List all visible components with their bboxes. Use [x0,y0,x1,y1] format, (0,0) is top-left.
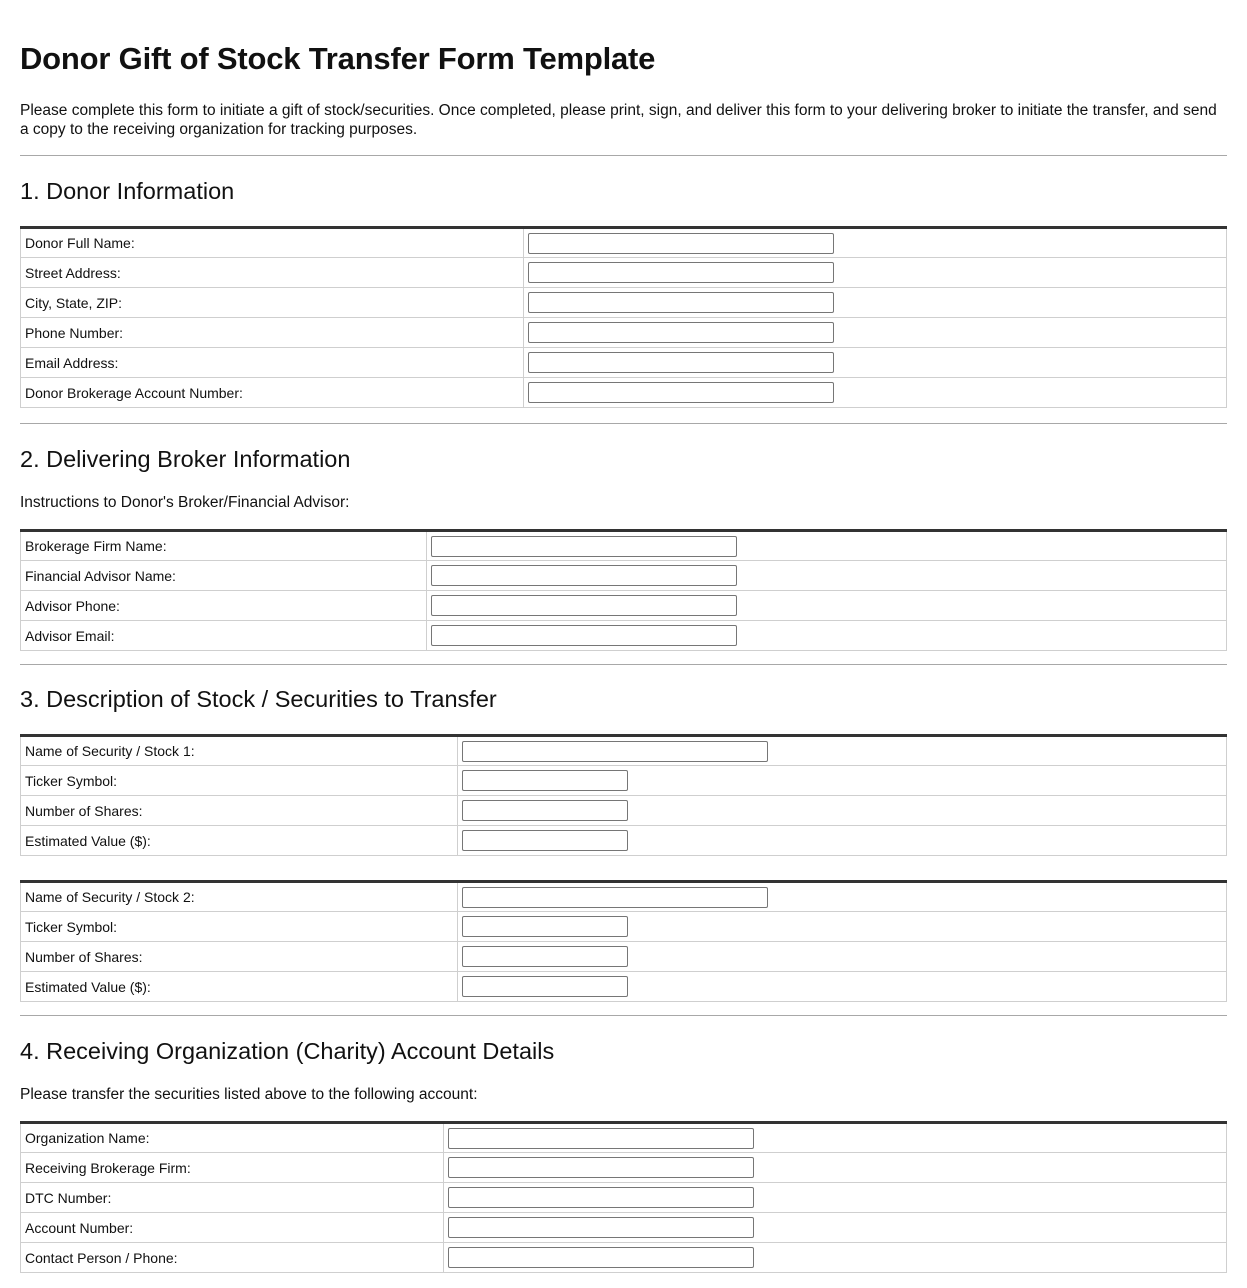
page-title: Donor Gift of Stock Transfer Form Template [20,41,656,76]
divider [20,423,1227,424]
account-number-input[interactable] [448,1217,754,1238]
stock-1-name-label: Name of Security / Stock 1: [21,736,458,766]
broker-instructions: Instructions to Donor's Broker/Financial Advisor: [20,494,350,511]
donor-full-name-label: Donor Full Name: [21,228,524,258]
stock-1-shares-input[interactable] [462,800,628,821]
receiving-info-table [20,1121,1227,1273]
table-row [21,531,1227,561]
intro-text: Please complete this form to initiate a gift of stock/securities. Once completed, please print, sign, and deliver this form to your delivering broker to initiate the transfer, and send a copy to the receiving organization for tracking purposes. [20,102,1217,138]
brokerage-firm-name-label: Brokerage Firm Name: [21,531,427,561]
table-row [21,621,1227,651]
stock-2-shares-input[interactable] [462,946,628,967]
phone-number-input[interactable] [528,322,834,343]
organization-name-input[interactable] [448,1128,754,1149]
stock-1-value-label: Estimated Value ($): [21,826,458,856]
stock-2-ticker-input[interactable] [462,916,628,937]
receiving-instructions: Please transfer the securities listed above to the following account: [20,1086,478,1103]
table-row [21,826,1227,856]
section-title-receiving: 4. Receiving Organization (Charity) Account Details [20,1038,555,1064]
table-row [21,378,1227,408]
organization-name-label: Organization Name: [21,1123,444,1153]
table-row [21,766,1227,796]
donor-account-number-label: Donor Brokerage Account Number: [21,378,524,408]
stock-2-name-label: Name of Security / Stock 2: [21,882,458,912]
table-row [21,1123,1227,1153]
street-address-input[interactable] [528,262,834,283]
stock-2-name-input[interactable] [462,887,768,908]
table-row [21,1153,1227,1183]
stock-1-ticker-label: Ticker Symbol: [21,766,458,796]
table-row [21,318,1227,348]
stock-2-table [20,880,1227,1002]
stock-2-value-label: Estimated Value ($): [21,972,458,1002]
city-state-zip-input[interactable] [528,292,834,313]
table-row [21,288,1227,318]
donor-account-number-input[interactable] [528,382,834,403]
stock-2-value-input[interactable] [462,976,628,997]
dtc-number-input[interactable] [448,1187,754,1208]
advisor-email-label: Advisor Email: [21,621,427,651]
table-row [21,258,1227,288]
phone-number-label: Phone Number: [21,318,524,348]
account-number-label: Account Number: [21,1213,444,1243]
stock-1-ticker-input[interactable] [462,770,628,791]
table-row [21,882,1227,912]
contact-person-phone-label: Contact Person / Phone: [21,1243,444,1273]
financial-advisor-name-label: Financial Advisor Name: [21,561,427,591]
receiving-brokerage-firm-input[interactable] [448,1157,754,1178]
donor-full-name-input[interactable] [528,233,834,254]
table-row [21,912,1227,942]
brokerage-firm-name-input[interactable] [431,536,737,557]
table-row [21,348,1227,378]
city-state-zip-label: City, State, ZIP: [21,288,524,318]
table-row [21,736,1227,766]
table-row [21,972,1227,1002]
broker-info-table [20,529,1227,651]
email-address-input[interactable] [528,352,834,373]
section-title-securities: 3. Description of Stock / Securities to Transfer [20,686,497,712]
contact-person-phone-input[interactable] [448,1247,754,1268]
street-address-label: Street Address: [21,258,524,288]
advisor-phone-input[interactable] [431,595,737,616]
table-row [21,591,1227,621]
table-row [21,1243,1227,1273]
stock-2-ticker-label: Ticker Symbol: [21,912,458,942]
divider [20,155,1227,156]
stock-1-shares-label: Number of Shares: [21,796,458,826]
table-row [21,796,1227,826]
advisor-phone-label: Advisor Phone: [21,591,427,621]
stock-2-shares-label: Number of Shares: [21,942,458,972]
financial-advisor-name-input[interactable] [431,565,737,586]
dtc-number-label: DTC Number: [21,1183,444,1213]
divider [20,664,1227,665]
table-row [21,942,1227,972]
stock-1-table [20,734,1227,856]
stock-1-name-input[interactable] [462,741,768,762]
donor-info-table [20,226,1227,408]
section-title-donor: 1. Donor Information [20,178,235,204]
stock-1-value-input[interactable] [462,830,628,851]
section-title-broker: 2. Delivering Broker Information [20,446,351,472]
email-address-label: Email Address: [21,348,524,378]
table-row [21,1183,1227,1213]
table-row [21,561,1227,591]
receiving-brokerage-firm-label: Receiving Brokerage Firm: [21,1153,444,1183]
divider [20,1015,1227,1016]
advisor-email-input[interactable] [431,625,737,646]
table-row [21,228,1227,258]
table-row [21,1213,1227,1243]
